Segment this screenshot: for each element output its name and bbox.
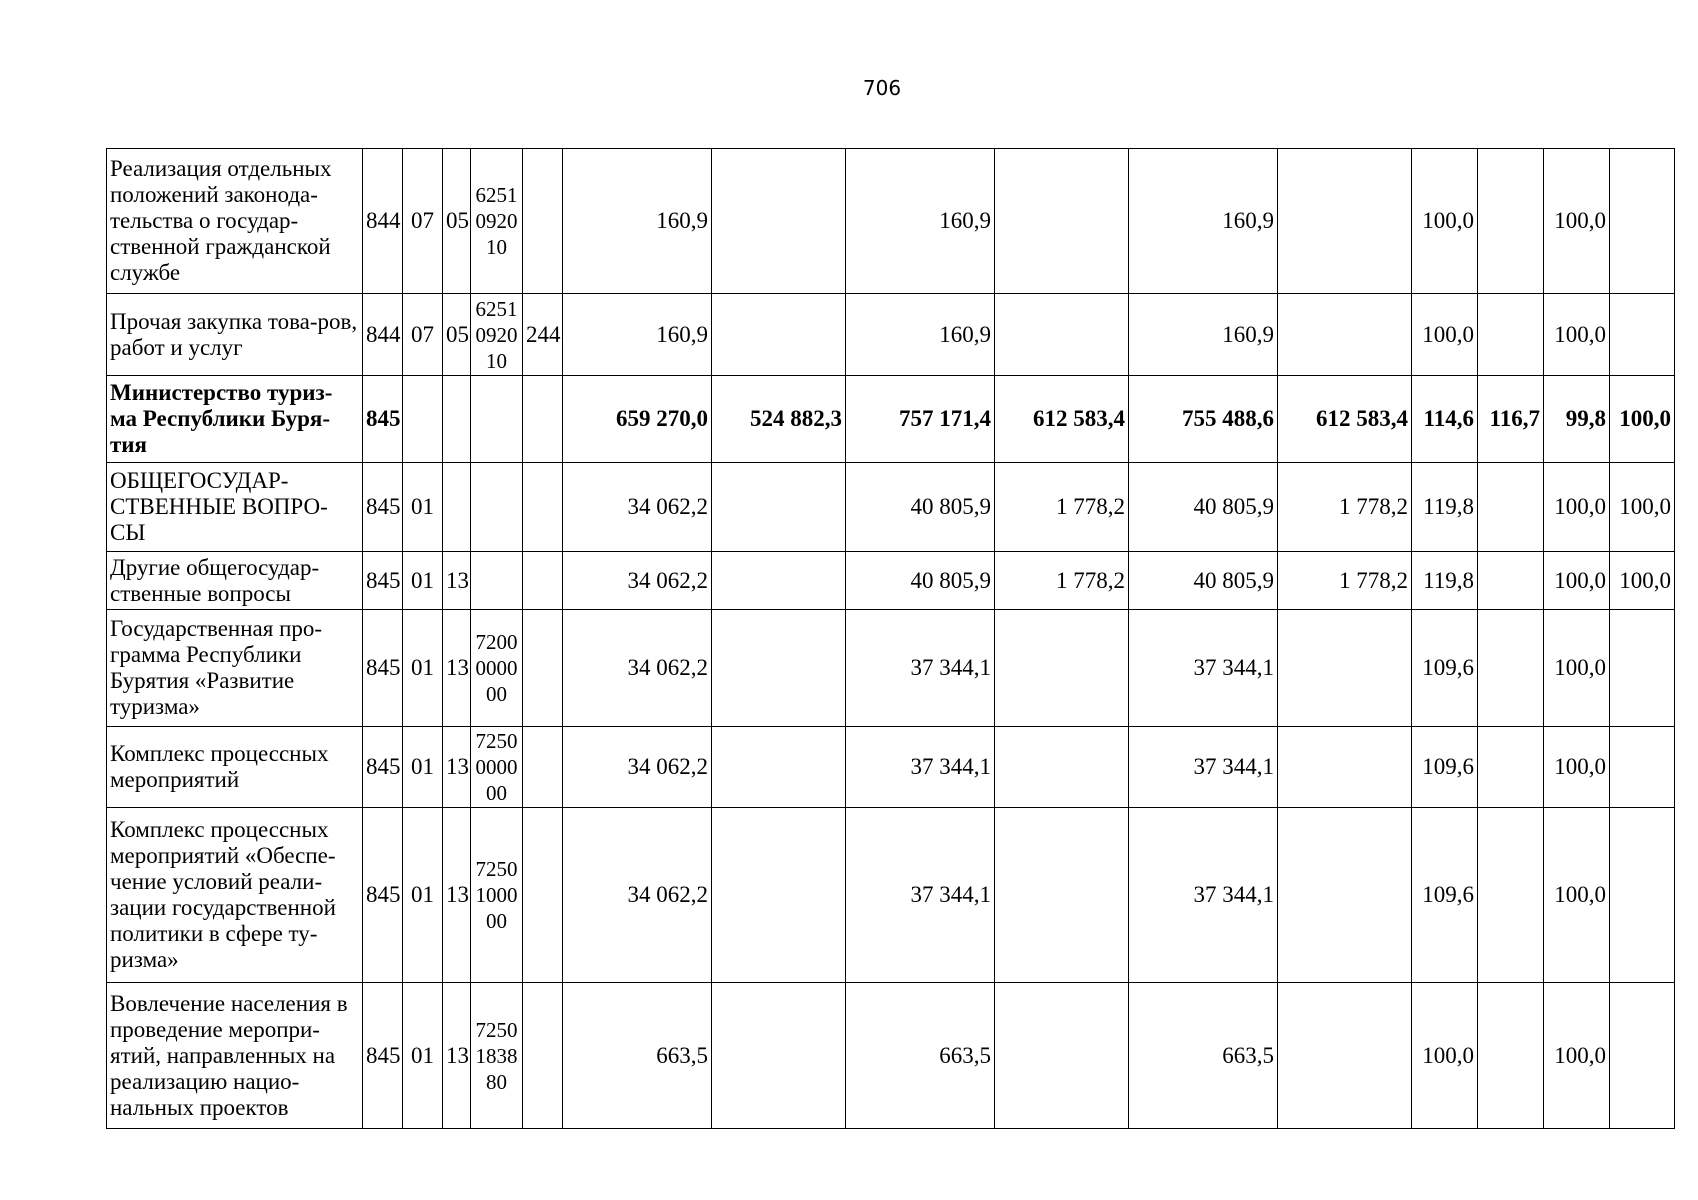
percent-cell: 100,0 [1610,552,1675,610]
amount-cell [712,294,846,376]
percent-cell: 99,8 [1544,376,1610,463]
amount-cell: 37 344,1 [1129,727,1278,808]
amount-cell: 1 778,2 [1278,552,1412,610]
expense-type-code [523,727,563,808]
subsection-code: 13 [443,552,471,610]
grbs-code: 845 [363,610,403,727]
amount-cell [995,149,1129,294]
percent-cell [1610,294,1675,376]
amount-cell: 663,5 [563,983,712,1129]
subsection-code: 13 [443,983,471,1129]
row-name: Реализация отдельных положений законода-тельства о государ-ственной гражданской службе [107,149,363,294]
amount-cell: 40 805,9 [846,463,995,552]
percent-cell [1610,808,1675,983]
amount-cell [1278,610,1412,727]
target-article-code: 7250 1000 00 [471,808,523,983]
amount-cell: 663,5 [1129,983,1278,1129]
amount-cell [712,983,846,1129]
target-article-code: 6251 0920 10 [471,149,523,294]
percent-cell: 100,0 [1610,463,1675,552]
percent-cell: 100,0 [1412,149,1478,294]
amount-cell [712,808,846,983]
amount-cell: 757 171,4 [846,376,995,463]
row-name: Вовлечение населения в проведение меропри-ятий, направленных на реализацию нацио-нальных проектов [107,983,363,1129]
amount-cell [712,463,846,552]
amount-cell [712,727,846,808]
subsection-code: 13 [443,610,471,727]
percent-cell: 109,6 [1412,727,1478,808]
percent-cell: 100,0 [1544,149,1610,294]
percent-cell: 100,0 [1544,552,1610,610]
subsection-code: 13 [443,727,471,808]
target-article-code [471,552,523,610]
amount-cell: 160,9 [1129,294,1278,376]
amount-cell [712,552,846,610]
amount-cell: 40 805,9 [1129,463,1278,552]
amount-cell: 160,9 [1129,149,1278,294]
section-code: 01 [403,808,443,983]
row-name: Государственная про-грамма Республики Бурятия «Развитие туризма» [107,610,363,727]
row-name: Комплекс процессных мероприятий [107,727,363,808]
percent-cell: 119,8 [1412,552,1478,610]
percent-cell [1478,552,1544,610]
expense-type-code [523,552,563,610]
percent-cell: 100,0 [1544,463,1610,552]
table-row [107,294,1675,376]
grbs-code: 845 [363,552,403,610]
percent-cell [1478,610,1544,727]
amount-cell: 37 344,1 [846,610,995,727]
percent-cell: 100,0 [1544,983,1610,1129]
row-name: Комплекс процессных мероприятий «Обеспе-чение условий реали-зации государственной политики в сфере ту-ризма» [107,808,363,983]
amount-cell: 34 062,2 [563,727,712,808]
amount-cell: 1 778,2 [995,463,1129,552]
amount-cell: 663,5 [846,983,995,1129]
section-code [403,376,443,463]
table-body [107,149,1675,1129]
budget-table [106,148,1675,1129]
amount-cell: 37 344,1 [1129,808,1278,983]
grbs-code: 844 [363,294,403,376]
percent-cell: 119,8 [1412,463,1478,552]
table-row [107,552,1675,610]
amount-cell [1278,294,1412,376]
amount-cell: 34 062,2 [563,610,712,727]
amount-cell: 160,9 [846,294,995,376]
percent-cell: 100,0 [1544,808,1610,983]
percent-cell: 100,0 [1544,727,1610,808]
amount-cell [1278,808,1412,983]
row-name: Другие общегосудар-ственные вопросы [107,552,363,610]
expense-type-code [523,149,563,294]
page-number: 706 [862,76,902,100]
expense-type-code [523,983,563,1129]
target-article-code: 7250 1838 80 [471,983,523,1129]
amount-cell [995,808,1129,983]
percent-cell: 100,0 [1610,376,1675,463]
amount-cell [995,610,1129,727]
grbs-code: 845 [363,808,403,983]
grbs-code: 845 [363,376,403,463]
amount-cell [712,149,846,294]
target-article-code [471,376,523,463]
percent-cell [1478,149,1544,294]
table-row [107,808,1675,983]
amount-cell [712,610,846,727]
amount-cell: 40 805,9 [1129,552,1278,610]
target-article-code: 7250 0000 00 [471,727,523,808]
table-row [107,727,1675,808]
section-code: 01 [403,727,443,808]
percent-cell [1478,294,1544,376]
section-code: 01 [403,552,443,610]
amount-cell: 160,9 [563,294,712,376]
amount-cell [995,294,1129,376]
subsection-code: 05 [443,294,471,376]
subsection-code [443,463,471,552]
amount-cell [1278,149,1412,294]
table-row [107,463,1675,552]
percent-cell [1478,983,1544,1129]
percent-cell: 100,0 [1412,983,1478,1129]
percent-cell: 109,6 [1412,808,1478,983]
amount-cell: 160,9 [846,149,995,294]
grbs-code: 845 [363,727,403,808]
grbs-code: 845 [363,463,403,552]
percent-cell: 100,0 [1544,610,1610,727]
section-code: 01 [403,463,443,552]
row-name: ОБЩЕГОСУДАР-СТВЕННЫЕ ВОПРО-СЫ [107,463,363,552]
grbs-code: 845 [363,983,403,1129]
percent-cell: 116,7 [1478,376,1544,463]
table-row [107,376,1675,463]
row-name: Министерство туриз-ма Республики Буря-тия [107,376,363,463]
target-article-code [471,463,523,552]
amount-cell [995,727,1129,808]
table-row [107,149,1675,294]
section-code: 01 [403,983,443,1129]
amount-cell: 1 778,2 [1278,463,1412,552]
percent-cell: 114,6 [1412,376,1478,463]
amount-cell [1278,727,1412,808]
percent-cell [1610,610,1675,727]
amount-cell: 37 344,1 [1129,610,1278,727]
percent-cell [1610,727,1675,808]
amount-cell: 612 583,4 [1278,376,1412,463]
grbs-code: 844 [363,149,403,294]
amount-cell: 1 778,2 [995,552,1129,610]
expense-type-code [523,463,563,552]
percent-cell [1610,149,1675,294]
amount-cell: 524 882,3 [712,376,846,463]
amount-cell: 612 583,4 [995,376,1129,463]
section-code: 01 [403,610,443,727]
table-row [107,983,1675,1129]
amount-cell: 34 062,2 [563,463,712,552]
amount-cell: 34 062,2 [563,552,712,610]
subsection-code: 13 [443,808,471,983]
section-code: 07 [403,149,443,294]
percent-cell: 100,0 [1544,294,1610,376]
expense-type-code [523,610,563,727]
amount-cell: 40 805,9 [846,552,995,610]
amount-cell: 34 062,2 [563,808,712,983]
expense-type-code: 244 [523,294,563,376]
table-row [107,610,1675,727]
amount-cell [1278,983,1412,1129]
amount-cell: 160,9 [563,149,712,294]
percent-cell: 100,0 [1412,294,1478,376]
section-code: 07 [403,294,443,376]
percent-cell: 109,6 [1412,610,1478,727]
expense-type-code [523,808,563,983]
amount-cell: 37 344,1 [846,727,995,808]
percent-cell [1478,463,1544,552]
subsection-code: 05 [443,149,471,294]
target-article-code: 7200 0000 00 [471,610,523,727]
target-article-code: 6251 0920 10 [471,294,523,376]
percent-cell [1478,727,1544,808]
amount-cell: 37 344,1 [846,808,995,983]
expense-type-code [523,376,563,463]
amount-cell [995,983,1129,1129]
row-name: Прочая закупка това-ров, работ и услуг [107,294,363,376]
percent-cell [1478,808,1544,983]
amount-cell: 755 488,6 [1129,376,1278,463]
subsection-code [443,376,471,463]
amount-cell: 659 270,0 [563,376,712,463]
percent-cell [1610,983,1675,1129]
